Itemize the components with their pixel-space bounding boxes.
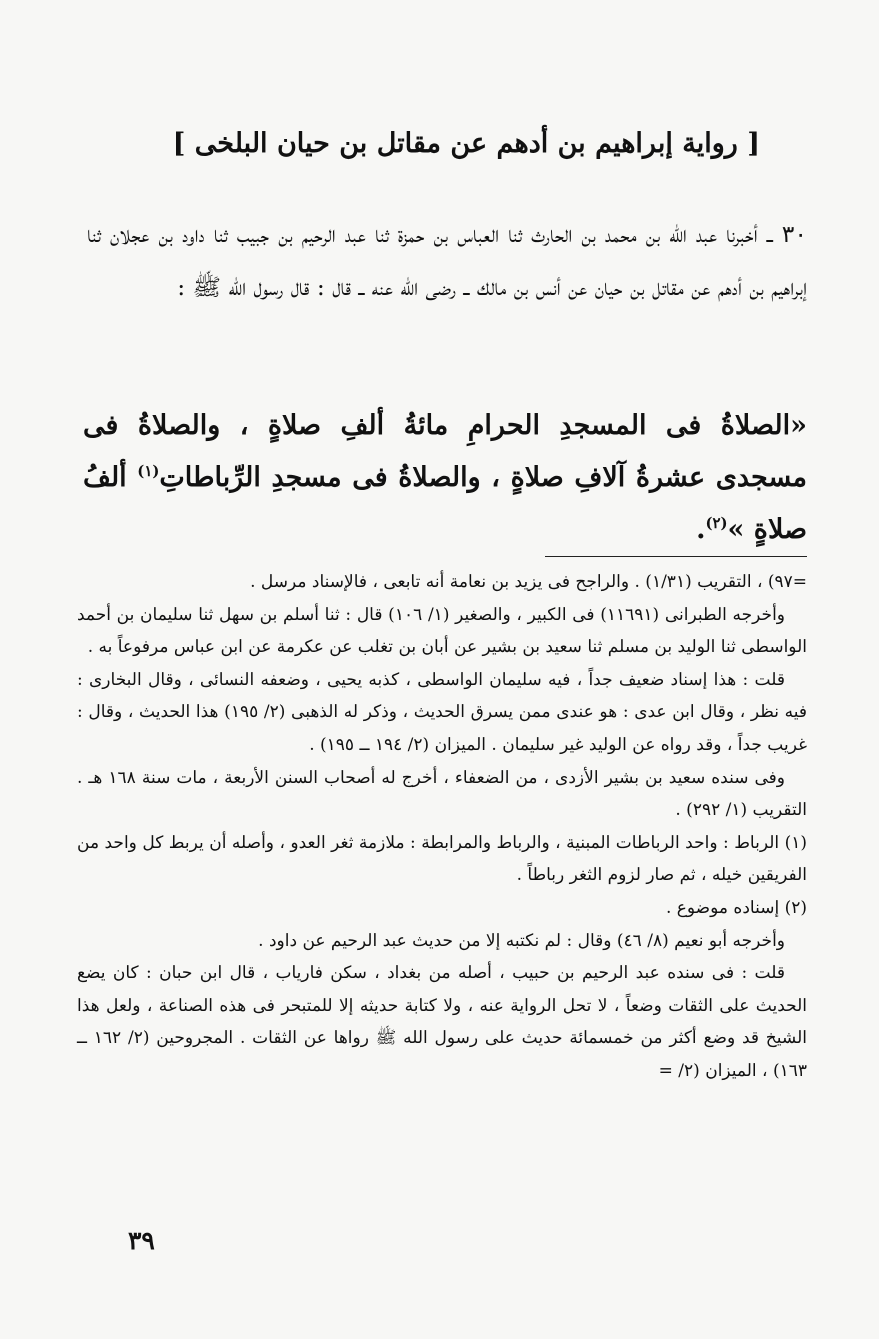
- footnote-line: قلت : هذا إسناد ضعيف جداً ، فيه سليمان الواسطى ، كذبه يحيى ، وضعفه النسائى ، وقال البخارى : فيه نظر ، وقال ابن عدى : هو عندى ممن يسرق الحديث ، وذكر له الذهبى (٢/ ١٩٥) هذا الحديث ، وقال : غريب جداً ، وقد رواه عن الوليد غير سليمان . الميزان (٢/ ١٩٤ ــ ١٩٥) .: [77, 669, 808, 755]
- hadith-isnad: [87, 208, 807, 314]
- hadith-text: [83, 400, 807, 556]
- footnote-line: وأخرجه أبو نعيم (٨/ ٤٦) وقال : لم نكتبه إلا من حديث عبد الرحيم عن داود .: [258, 930, 785, 951]
- hadith-paragraph: [83, 400, 807, 556]
- footnote-line: قلت : فى سنده عبد الرحيم بن حبيب ، أصله من بغداد ، سكن فارياب ، قال ابن حبان : كان يضع الحديث على الثقات وضعاً ، لا تحل الرواية عنه ، ولا كتابة حديثه إلا للمتبحر فى هذه الصناعة ، ولعل هذا الشيخ قد وضع أكثر من خمسمائة حديث على رسول الله ﷺ رواها عن الثقات . المجروحين (٢/ ١٦٢ ــ ١٦٣) ، الميزان (٢/ =: [77, 963, 807, 1081]
- hadith-end: .: [696, 514, 706, 545]
- footnote-2: (٢) إسناده موضوع .: [665, 897, 807, 918]
- section-heading: [ رواية إبراهيم بن أدهم عن مقاتل بن حيان البلخى ]: [172, 128, 760, 159]
- footnote-line: وأخرجه الطبرانى (١١٦٩١) فى الكبير ، والصغير (١/ ١٠٦) قال : ثنا أسلم بن سهل ثنا سليمان بن أحمد الواسطى ثنا الوليد بن مسلم ثنا سعيد بن بشير عن أبان بن تغلب عن عكرمة عن ابن عباس مرفوعاً به .: [77, 604, 807, 658]
- footnote-ref-1: (١): [137, 462, 160, 480]
- footnotes: [77, 566, 807, 1088]
- footnote-1: (١) الرباط : واحد الرباطات المبنية ، والرباط والمرابطة : ملازمة ثغر العدو ، وأصله أن يربط كل واحد من الفريقين خيله ، ثم صار لزوم الثغر رباطاً .: [77, 832, 807, 886]
- footnote-line: =٩٧) ، التقريب (١/٣١) . والراجح فى يزيد بن نعامة أنه تابعى ، فالإسناد مرسل .: [250, 572, 807, 592]
- footnote-separator: [545, 556, 807, 557]
- isnad-paragraph: ٣٠ ــ أخبرنا عبد الله بن محمد بن الحارث ثنا العباس بن حمزة ثنا عبد الرحيم بن جبيب ثنا داود بن عجلان ثنا إبراهيم بن أدهم عن مقاتل بن حيان عن أنس بن مالك ــ رضى الله عنه ــ قال : قال رسول الله ﷺ :: [87, 220, 807, 301]
- hadith-part-2: ألفُ صلاةٍ »: [83, 462, 807, 545]
- page-number: ٣٩: [128, 1226, 155, 1255]
- hadith-part-1: «الصلاةُ فى المسجدِ الحرامِ مائةُ ألفِ صلاةٍ ، والصلاةُ فى مسجدى عشرةُ آلافِ صلاةٍ ، والصلاةُ فى مسجدِ الرِّباطاتِ: [83, 410, 808, 493]
- footnote-ref-2: (٢): [705, 514, 728, 532]
- footnote-line: وفى سنده سعيد بن بشير الأزدى ، من الضعفاء ، أخرج له أصحاب السنن الأربعة ، مات سنة ١٦٨ هـ . التقريب (١/ ٢٩٢) .: [77, 767, 807, 821]
